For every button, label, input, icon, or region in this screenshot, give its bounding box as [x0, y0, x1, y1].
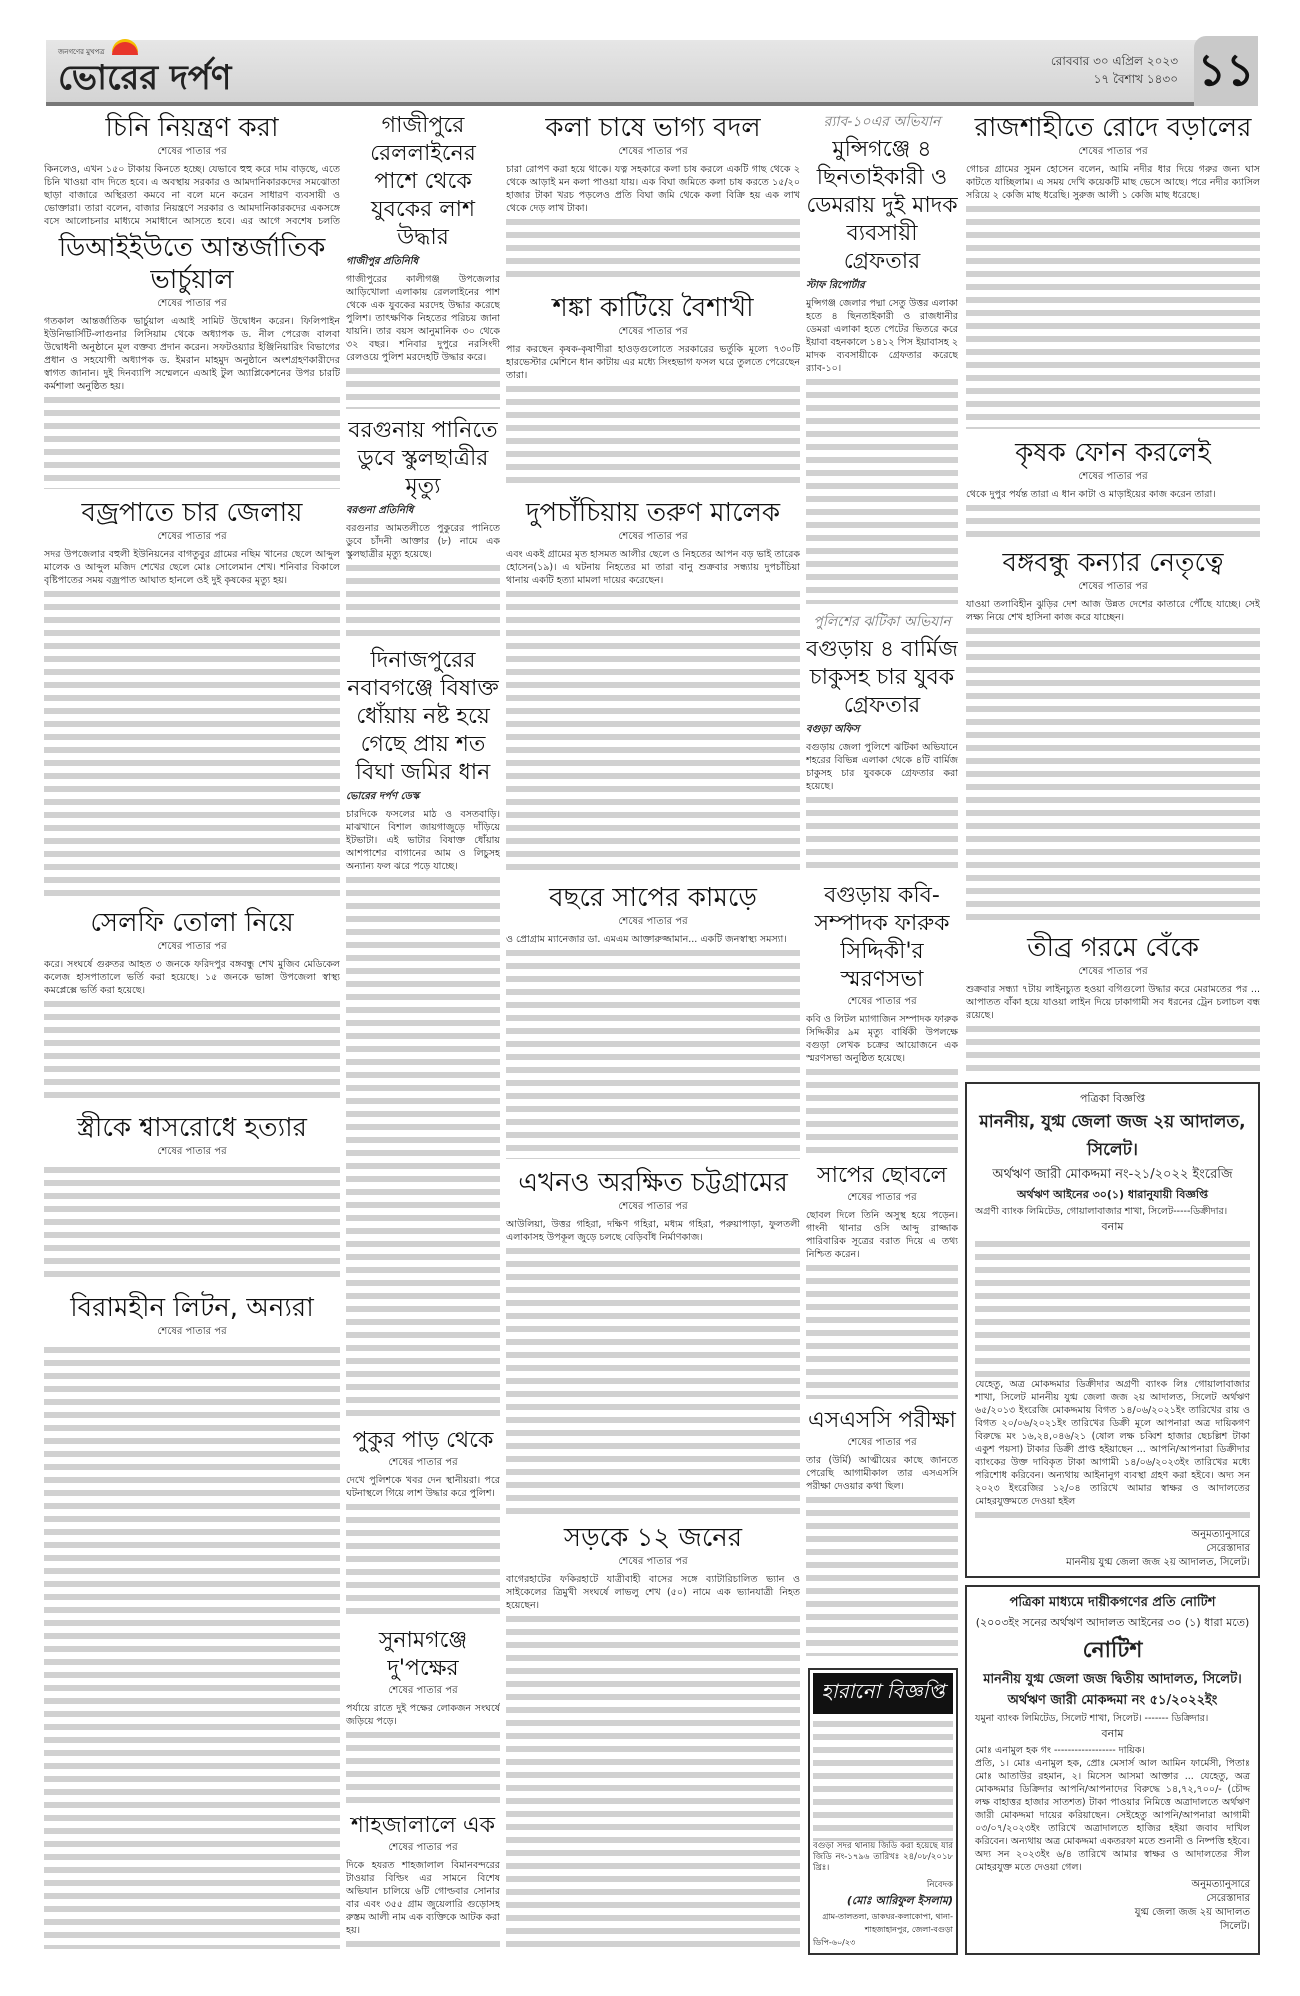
- article-body: দিকে হযরত শাহজালাল বিমানবন্দরের টাওয়ার বিল্ডিং এর সামনে বিশেষ অভিযান চালিয়ে ৬টি গোল্ডবার সোনার বার এবং ৩৫৫ গ্রাম জুয়েলারি গুড়োসহ রুস্তম আলী নাম এক ব্যক্তিকে আটক করা হয়।: [346, 1860, 500, 1936]
- article: [506, 1520, 800, 1949]
- article-text-lines: [346, 562, 500, 639]
- article-headline[interactable]: এখনও অরক্ষিত চট্টগ্রামের: [518, 1168, 788, 1198]
- article-text-lines: [44, 394, 340, 489]
- column-col3: [506, 110, 800, 1955]
- column-col5: [966, 110, 1260, 1078]
- article-text-lines: [346, 1938, 500, 1949]
- continued-label: শেষের পাতার পর: [847, 1192, 917, 1203]
- article: [806, 1405, 958, 1656]
- article: [506, 110, 800, 284]
- article-byline: বরগুনা প্রতিনিধি: [346, 505, 414, 516]
- article-text-lines: [806, 1066, 958, 1154]
- article-text-lines: [346, 874, 500, 1419]
- article-body: শুক্রবার সন্ধ্যা ৭টায় লাইনচ্যুত হওয়া বগিগুলো উদ্ধার করে মেরামতের পর ... আপাতত বাঁকা হয়ে যাওয়া লাইন দিয়ে ঢাকাগামী সব ধরনের ট্রেন চলাচল বন্ধ রয়েছে।: [966, 984, 1260, 1021]
- continued-label: শেষের পাতার পর: [618, 146, 688, 157]
- article-headline[interactable]: স্ত্রীকে শ্বাসরোধে হত্যার: [77, 1113, 307, 1143]
- article-text-lines: [966, 203, 1260, 429]
- issue-date: রোববার ৩০ এপ্রিল ২০২৩ ১৭ বৈশাখ ১৪৩০: [1050, 54, 1178, 86]
- article-headline[interactable]: দিনাজপুরের নবাবগঞ্জে বিষাক্ত ধোঁয়ায় নষ্ট হয়ে গেছে প্রায় শত বিঘা জমির ধান: [347, 648, 499, 785]
- article-headline[interactable]: বগুড়ায় ৪ বার্মিজ চাকুসহ চার যুবক গ্রেফতার: [806, 637, 958, 718]
- article-body: গতকাল আন্তর্জাতিক ভার্চুয়াল এআই সামিট উদ্বোধন করেন। ফিলিপাইন ইউনিভার্সিটি-লাগুনার লিসিয়াম থেকে অধ্যাপক ড. নীল পেরেজ বালবা উদ্বোধনী অনুষ্ঠানে মূল বক্তব্য প্রদান করেন। সফটওয়্যার ইঞ্জিনিয়ারিং বিভাগের প্রধান ও সহযোগী অধ্যাপক ড. ইমরান মাহমুদ অনুষ্ঠানে অংশগ্রহণকারীদের স্বাগত জানান। দুই দিনব্যাপি সম্মেলনে এআই টুল অ্যাপ্লিকেশনের উপর চারটি কর্মশালা অনুষ্ঠিত হয়।: [44, 316, 340, 392]
- article-headline[interactable]: দুপচাঁচিয়ায় তরুণ মালেক: [525, 498, 781, 528]
- article: [506, 495, 800, 874]
- article-kicker: পুলিশের ঝটিকা অভিযান: [813, 614, 951, 630]
- continued-label: শেষের পাতার পর: [388, 1685, 458, 1696]
- article: [346, 1425, 500, 1619]
- article-body: যাওয়া তলাবিহীন ঝুড়ির দেশ আজ উন্নত দেশের কাতারে পৌঁছে যাচ্ছে। সেই লক্ষ্য নিয়ে শেখ হাসিনা কাজ করে যাচ্ছেন।: [966, 599, 1260, 623]
- article-body: তার (উর্মি) আত্মীয়ের কাছে জানতে পেরেছি আগামীকাল তার এসএসসি পরীক্ষা দেওয়ার কথা ছিল।: [806, 1455, 958, 1492]
- signature-block: অনুমত্যানুসারে সেরেস্তাদার যুগ্ম জেলা জজ ২য় আদালত সিলেট।: [1134, 1879, 1250, 1932]
- article: [346, 110, 500, 409]
- article-body: পর্যায়ে রাতে দুই পক্ষের লোকজন সংঘর্ষে জড়িয়ে পড়ে।: [346, 1703, 500, 1727]
- signature-block: অনুমত্যানুসারে সেরেস্তাদার মাননীয় যুগ্ম জেলা জজ ২য় আদালত, সিলেট।: [1066, 1529, 1250, 1568]
- article-text-lines: [346, 1501, 500, 1619]
- article-text-lines: [966, 502, 1260, 539]
- article-text-lines: [966, 1023, 1260, 1072]
- article-text-lines: [806, 376, 958, 604]
- article-kicker: র‍্যাব-১০এর অভিযান: [823, 114, 941, 130]
- sun-icon: [112, 42, 138, 55]
- article-body: বাগেরহাটের ফকিরহাটে যাত্রীবাহী বাসের সঙ্গে ব্যাটারিচালিত ভ্যান ও সাইকেলের ত্রিমুখী সংঘর্ষে লাভলু শেখ (৫০) নামে এক ভ্যানযাত্রী নিহত হয়েছেন।: [506, 1574, 800, 1611]
- article-text-lines: [806, 1262, 958, 1399]
- continued-label: শেষের পাতার পর: [157, 941, 227, 952]
- continued-label: শেষের পাতার পর: [388, 1842, 458, 1853]
- article: [966, 435, 1260, 539]
- article-headline[interactable]: পুকুর পাড় থেকে: [352, 1428, 494, 1453]
- article: [44, 905, 340, 1104]
- article: [966, 930, 1260, 1072]
- article-text-lines: [506, 216, 800, 284]
- article-body: কিনলেও, এখন ১৫০ টাকায় কিনতে হচ্ছে। যেভাবে হুহু করে দাম বাড়ছে, এতে চিনি খাওয়া বাদ দিতে হবে। এ অবস্থায় সরকার ও আমদানিকারকদের সমঝোতা ছাড়া বাজারে অস্থিরতা কমবে না বলে মনে করেন সাধারণ ব্যবসায়ী ও ভোক্তারা। তারা বলেন, বাজার নিয়ন্ত্রণে সরকার ও আমদানিকারকদের একসঙ্গে বসে আলোচনার মাধ্যমে সমাধানে আসতে হবে। এর আগে সবশেষ চলতি: [44, 164, 340, 224]
- court-notice-2: পত্রিকা মাধ্যমে দায়ীকগণের প্রতি নোটিশ (২০০৩ইং সনের অর্থঋণ আদালত আইনের ৩০ (১) ধারা মতে) নোটিশ মাননীয় যুগ্ম জেলা জজ দ্বিতীয় আদালত, সিলেট। অর্থঋণ জারী মোকদ্দমা নং ৫১/২০২২ইং যমুনা ব্যাংক লিমিটেড, সিলেট শাখা, সিলেট। ------- ডিক্রিদার। বনাম মোঃ এনামুল হক গং ------------------ দায়িক। প্রতি, ১। মোঃ এনামুল হক, প্রোঃ মেসার্স আল আমিন ফার্মেসী, পিতাঃ মোঃ আতাউর রহমান, ২। মিসেস আসমা আক্তার ... যেহেতু, অত্র মোকদ্দমার ডিক্রিদার আপনি/আপনাদের বিরুদ্ধে ১৪,৭২,৭০০/- (চৌদ্দ লক্ষ বাহাত্তর হাজার সাতশত) টাকা পাওয়ার নিমিত্তে অত্রাদালতে অর্থঋণ জারী মোকদ্দমা দায়ের করিয়াছেন। সেইহেতু আপনি/আপনারা আগামী ০৩/০৭/২০২৩ইং তারিখে অত্রাদালতে হাজির হইয়া জবাব দাখিল করিবেন। অন্যথায় অত্র মোকদ্দমা একতরফা মতে শুনানী ও নিষ্পত্তি হইবে। অদ্য সন ২০২৩ইং ৬/৪ তারিখে আমার স্বাক্ষর ও আদালতের সীল মোহরযুক্ত মতে দেওয়া গেল। অনুমত্যানুসারে সেরেস্তাদার যুগ্ম জেলা জজ ২য় আদালত সিলেট।: [965, 1585, 1260, 1955]
- article: [44, 230, 340, 489]
- continued-label: শেষের পাতার পর: [847, 996, 917, 1007]
- column-col2: [346, 110, 500, 1955]
- continued-label: শেষের পাতার পর: [1078, 581, 1148, 592]
- article-text-lines: [506, 1245, 800, 1514]
- article-text-lines: [506, 588, 800, 874]
- continued-label: শেষের পাতার পর: [1078, 966, 1148, 977]
- article-text-lines: [44, 1164, 340, 1284]
- article-body: ছোবল দিলে তিনি অসুস্থ হয়ে পড়েন। গাংনী থানার ওসি আব্দু রাজ্জাক পারিবারিক সূত্রের বরাত দিয়ে এ তথ্য নিশ্চিত করেন।: [806, 1210, 958, 1260]
- article-headline[interactable]: ডিআইইউতে আন্তর্জাতিক ভার্চুয়াল: [58, 233, 326, 295]
- article: [506, 290, 800, 489]
- article-body: গাজীপুরের কালীগঞ্জ উপজেলার আড়িখোলা এলাকায় রেললাইনের পাশ থেকে এক যুবকের মরদেহ উদ্ধার করেছে পুলিশ। তাৎক্ষণিক নিহতের পরিচয় জানা যায়নি। তার বয়স আনুমানিক ৩০ থেকে ৩২ বছর। শনিবার দুপুরে নরসিংদী রেলওয়ে পুলিশ মরদেহটি উদ্ধার করে।: [346, 274, 500, 363]
- article-body: কবি ও লিটল ম্যাগাজিন সম্পাদক ফারুক সিদ্দিকীর ৯ম মৃত্যু বার্ষিকী উপলক্ষে বগুড়া লেখক চক্রের আয়োজনে এক স্মরণসভা অনুষ্ঠিত হয়েছে।: [806, 1014, 958, 1064]
- article-byline: গাজীপুর প্রতিনিধি: [346, 256, 419, 267]
- newspaper-name: ভোরের দর্পণ: [58, 58, 232, 98]
- article-byline: স্টাফ রিপোর্টার: [806, 280, 865, 291]
- article: [346, 1625, 500, 1804]
- article: [346, 1810, 500, 1949]
- article-text-lines: [44, 1344, 340, 1949]
- article-headline[interactable]: গাজীপুরে রেললাইনের পাশে থেকে যুবকের লাশ উদ্ধার: [370, 113, 476, 250]
- article-text-lines: [806, 1494, 958, 1656]
- court-notice-1: পত্রিকা বিজ্ঞপ্তি মাননীয়, যুগ্ম জেলা জজ ২য় আদালত, সিলেট। অর্থঋণ জারী মোকদ্দমা নং-২১/২০২২ ইংরেজি অর্থঋণ আইনের ৩০(১) ধারানুযায়ী বিজ্ঞপ্তি অগ্রণী ব্যাংক লিমিটেড, গোয়ালাবাজার শাখা, সিলেট-----ডিক্রীদার। বনাম যেহেতু, অত্র মোকদ্দমার ডিক্রীদার অগ্রণী ব্যাংক লিঃ গোয়ালাবাজার শাখা, সিলেট মাননীয় যুগ্ম জেলা জজ ২য় আদালত, সিলেট অর্থঋণ ৬৫/২০১৩ ইংরেজি মোকদ্দমায় বিগত ১৪/০৬/২০২১ইং তারিখের রায় ও বিগত ২০/০৬/২০২১ইং তারিখের ডিক্রী মূলে আপনারা অত্র দায়িকগণ বিরুদ্ধে মং ১৬,২৪,০৪৬/২১ (ষোল লক্ষ চব্বিশ হাজার ছেচল্লিশ টাকা একুশ পয়সা) টাকার ডিক্রী প্রাপ্ত হইয়াছেন ... আপনি/আপনারা ডিক্রীদার ব্যাংকের উক্ত দাবিকৃত টাকা আগামী ১৪/০৬/২০২৩ইং তারিখের মধ্যে পরিশোধ করিবেন। অন্যথায় আইনানুগ ব্যবস্থা গ্রহণ করা হইবে। অদ্য সন ২০২৩ ইংরেজির ১২/০৪ তারিখে আমার স্বাক্ষর ও আদালতের মোহরযুক্তমতে দেওয়া হইল অনুমত্যানুসারে সেরেস্তাদার মাননীয় যুগ্ম জেলা জজ ২য় আদালত, সিলেট।: [965, 1082, 1260, 1578]
- article-headline[interactable]: সাপের ছোবলে: [817, 1163, 947, 1188]
- continued-label: শেষের পাতার পর: [157, 531, 227, 542]
- continued-label: শেষের পাতার পর: [157, 1146, 227, 1157]
- page-number: ১১: [1194, 36, 1258, 106]
- article-headline[interactable]: শঙ্কা কাটিয়ে বৈশাখী: [552, 293, 754, 323]
- column-col4: [806, 110, 958, 1662]
- article-headline[interactable]: বিরামহীন লিটন, অন্যরা: [70, 1293, 314, 1323]
- continued-label: শেষের পাতার পর: [157, 146, 227, 157]
- article-text-lines: [506, 1613, 800, 1949]
- notice-text-lines: [975, 1238, 1250, 1378]
- article-headline[interactable]: বছরে সাপের কামড়ে: [549, 883, 757, 913]
- continued-label: শেষের পাতার পর: [618, 531, 688, 542]
- continued-label: শেষের পাতার পর: [157, 298, 227, 309]
- article-headline[interactable]: শাহজালালে এক: [350, 1813, 496, 1838]
- article-headline[interactable]: সুনামগঞ্জে দু'পক্ষের: [378, 1628, 468, 1681]
- article: [966, 110, 1260, 429]
- article-text-lines: [44, 588, 340, 899]
- article: [966, 545, 1260, 924]
- continued-label: শেষের পাতার পর: [618, 326, 688, 337]
- article: [346, 645, 500, 1419]
- article-headline[interactable]: কৃষক ফোন করলেই: [1015, 438, 1211, 468]
- continued-label: শেষের পাতার পর: [157, 1326, 227, 1337]
- article: [806, 880, 958, 1154]
- lost-notice-ad: হারানো বিজ্ঞপ্তি বগুড়া সদর থানায় জিডি করা হয়েছে যার জিডি নং-১৭৯৬ তারিখঃ ২৪/০৮/২০১৮ খ্রিঃ। নিবেদক (মোঃ আরিফুল ইসলাম) গ্রাম-তালতলা, ডাকঘর-কলাকোপা, থানা-শাহজাহানপুর, জেলা-বগুড়া ডিপি-৬০/২৩: [808, 1668, 958, 1955]
- article-headline[interactable]: মুন্সিগঞ্জে ৪ ছিনতাইকারী ও ডেমরায় দুই মাদক ব্যবসায়ী গ্রেফতার: [806, 137, 958, 274]
- article-body: এবং একই গ্রামের মৃত হাসমত আলীর ছেলে ও নিহতের আপন বড় ভাই তারেক হোসেন(১৯)। এ ঘটনায় নিহতের মা তারা বানু শুক্রবার সন্ধ্যায় দুপচাঁচিয়া থানায় একটি হত্যা মামলা দায়ের করেছেন।: [506, 549, 800, 586]
- continued-label: শেষের পাতার পর: [1078, 471, 1148, 482]
- article-body: মুন্সিগঞ্জ জেলার পদ্মা সেতু উত্তর এলাকা হতে ৪ ছিনতাইকারী ও রাজধানীর ডেমরা এলাকা হতে পেটের ভিতরে করে ইয়াবা বহনকালে ১৪১২ পিস ইয়াবাসহ ২ মাদক ব্যবসায়ীকে গ্রেফতার করেছে র‍্যাব-১০।: [806, 298, 958, 374]
- article-body: দেখে পুলিশকে খবর দেন স্থানীয়রা। পরে ঘটনাস্থলে গিয়ে লাশ উদ্ধার করে পুলিশ।: [346, 1475, 500, 1499]
- article-headline[interactable]: এসএসসি পরীক্ষা: [808, 1408, 956, 1433]
- article-headline[interactable]: সড়কে ১২ জনের: [563, 1523, 743, 1553]
- article-text-lines: [506, 947, 800, 1159]
- continued-label: শেষের পাতার পর: [1078, 146, 1148, 157]
- article-headline[interactable]: তীব্র গরমে বেঁকে: [1027, 933, 1199, 963]
- article-text-lines: [966, 625, 1260, 924]
- article: [506, 880, 800, 1159]
- article-body: বরগুনার আমতলীতে পুকুরের পানিতে ডুবে চাঁদনী আক্তার (৮) নামে এক স্কুলছাত্রীর মৃত্যু হয়েছে।: [346, 523, 500, 560]
- masthead: [46, 40, 1258, 106]
- article-text-lines: [346, 365, 500, 409]
- article: [806, 610, 958, 874]
- continued-label: শেষের পাতার পর: [618, 916, 688, 927]
- article: [506, 1165, 800, 1514]
- article-headline[interactable]: রাজশাহীতে রোদে বড়ালের: [974, 113, 1252, 143]
- article-byline: বগুড়া অফিস: [806, 724, 860, 735]
- article-text-lines: [506, 383, 800, 489]
- continued-label: শেষের পাতার পর: [618, 1556, 688, 1567]
- article-body: চারা রোপণ করা হয়ে থাকে। যত্ন সহকারে কলা চাষ করলে একটি গাছ থেকে ২ থেকে আড়াই মন কলা পাওয়া যায়। এক বিঘা জমিতে কলা চাষ করতে ১৫/২০ হাজার টাকা খরচ পড়লেও প্রতি বিঘা জমি থেকে কলা বিক্রি হয় এক লাখ থেকে দেড় লাখ টাকা।: [506, 164, 800, 214]
- article-body: থেকে দুপুর পর্যন্ত তারা এ ধান কাটা ও মাড়াইয়ের কাজ করেন তারা।: [966, 489, 1216, 500]
- article-body: আউলিয়া, উত্তর গহিরা, দক্ষিণ গহিরা, মধ্যম গহিরা, পরুয়াপাড়া, ফুলতলী এলাকাসহ উপকূল জুড়ে চলছে বেড়িবাঁধ নির্মাণকাজ।: [506, 1219, 800, 1243]
- article-headline[interactable]: বজ্রপাতে চার জেলায়: [81, 498, 303, 528]
- article-text-lines: [806, 794, 958, 874]
- column-col1: [44, 110, 340, 1955]
- article: [44, 1110, 340, 1284]
- newspaper-logo: জনগণের মুখপত্র ভোরের দর্পণ: [58, 46, 231, 98]
- article-headline[interactable]: বগুড়ায় কবি-সম্পাদক ফারুক সিদ্দিকী'র স্মরণসভা: [814, 883, 950, 992]
- article-headline[interactable]: বঙ্গবন্ধু কন্যার নেতৃত্বে: [1002, 548, 1224, 578]
- article-body: করে। সংঘর্ষে গুরুতর আহত ৩ জনকে ফরিদপুর বঙ্গবন্ধু শেখ মুজিব মেডিকেল কলেজ হাসপাতালে ভর্তি করা হয়েছে। ১৫ জনকে ভাঙ্গা উপজেলা স্বাস্থ্য কমপ্লেক্সে ভর্তি করা হয়েছে।: [44, 959, 340, 996]
- article: [806, 110, 958, 604]
- article-headline[interactable]: চিনি নিয়ন্ত্রণ করা: [105, 113, 279, 143]
- article-body: পার করছেন কৃষক-কৃষাণীরা হাওড়গুলোতে সরকারের ভর্তুকি মূল্যে ৭৩০টি হারভেস্টার মেশিনে ধান কাটায় এর মধ্যে সিংহভাগ ফসল ঘরে তুলতে পেরেছেন তারা।: [506, 344, 800, 381]
- article: [44, 110, 340, 224]
- article-body: চারদিকে ফসলের মাঠ ও বসতবাড়ি। মাঝখানে বিশাল জায়গাজুড়ে দাঁড়িয়ে ইটভাটা। এই ভাটার বিষাক্ত ধোঁয়ায় আশপাশের বাগানের আম ও লিচুসহ অন্যান্য ফল ঝরে পড়ে যাচ্ছে।: [346, 809, 500, 872]
- article-headline[interactable]: কলা চাষে ভাগ্য বদল: [545, 113, 761, 143]
- article-text-lines: [44, 998, 340, 1104]
- article-headline[interactable]: সেলফি তোলা নিয়ে: [90, 908, 294, 938]
- article: [44, 495, 340, 899]
- article: [44, 1290, 340, 1949]
- article-headline[interactable]: বরগুনায় পানিতে ডুবে স্কুলছাত্রীর মৃত্যু: [348, 418, 498, 499]
- article-body: বগুড়ায় জেলা পুলিশে ঝটিকা অভিযানে শহরের বিভিন্ন এলাকা থেকে ৪টি বার্মিজ চাকুসহ চার যুবককে গ্রেফতার করা হয়েছে।: [806, 742, 958, 792]
- continued-label: শেষের পাতার পর: [618, 1201, 688, 1212]
- article: [346, 415, 500, 639]
- article-body: ও প্রোগ্রাম ম্যানেজার ডা. এমএম আক্তারুজ্জামান... একটি জনস্বাস্থ্য সমস্যা।: [506, 934, 787, 945]
- article-body: সদর উপজেলার বহুলী ইউনিয়নের বাগতুবুর গ্রামের নছিম খানের ছেলে আব্দুল মালেক ও আব্দুল মজিদ শেখের ছেলে মোঃ সোলেমান শেখ। শনিবার বিকালে বৃষ্টিপাতের সময় বজ্রপাত আঘাত হানলে ওই দুই কৃষকের মৃত্যু হয়।: [44, 549, 340, 586]
- article-text-lines: [346, 1729, 500, 1804]
- continued-label: শেষের পাতার পর: [388, 1457, 458, 1468]
- article: [806, 1160, 958, 1399]
- continued-label: শেষের পাতার পর: [847, 1437, 917, 1448]
- article-body: গোচর গ্রামের সুমন হোসেন বলেন, আমি নদীর ধার দিয়ে গরুর জন্য ঘাস কাটতে যাচ্ছিলাম। এ সময় দেখি কয়েকটি মাছ ভেসে আছে। পরে নদীর ক্যাসিল সরিয়ে ২ কেজি মাছ ধরেছি। সুরুজ আলী ১ কেজি মাছ ধরেছে।: [966, 164, 1260, 201]
- article-byline: ভোরের দর্পণ ডেস্ক: [346, 791, 420, 802]
